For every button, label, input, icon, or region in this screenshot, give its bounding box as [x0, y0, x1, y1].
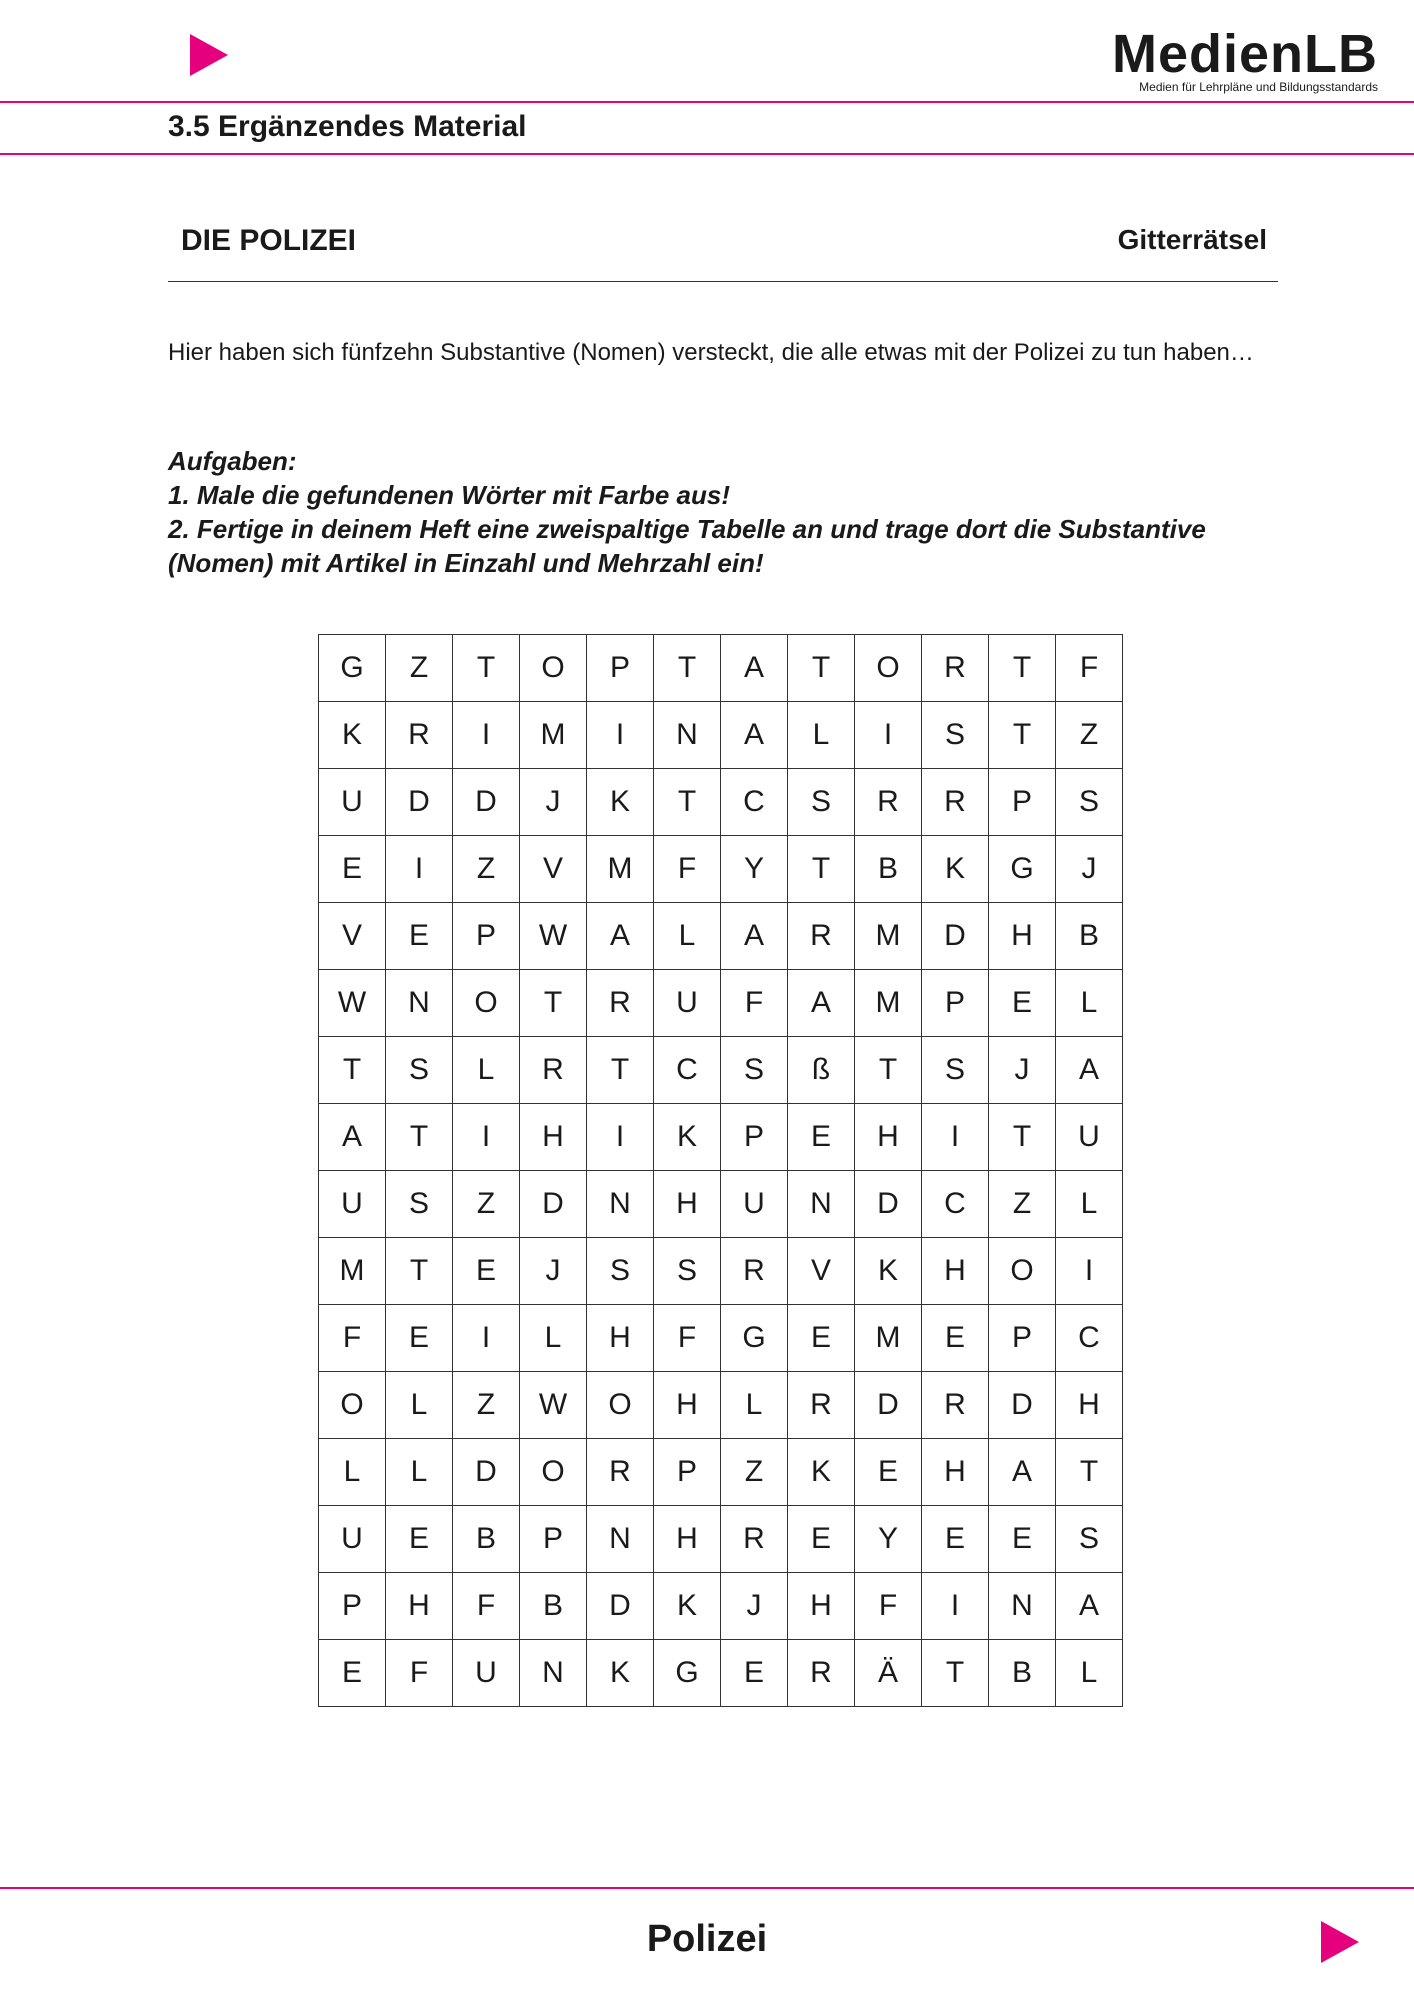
grid-cell[interactable]: R — [922, 769, 989, 836]
play-arrow-icon — [1321, 1921, 1359, 1963]
grid-cell[interactable]: I — [922, 1104, 989, 1171]
grid-row — [319, 903, 1123, 970]
grid-cell[interactable]: N — [587, 1171, 654, 1238]
grid-cell[interactable]: I — [453, 1104, 520, 1171]
grid-cell[interactable]: M — [319, 1238, 386, 1305]
grid-cell[interactable]: R — [587, 1439, 654, 1506]
grid-cell[interactable]: H — [654, 1372, 721, 1439]
grid-row — [319, 1171, 1123, 1238]
grid-cell[interactable]: T — [855, 1037, 922, 1104]
grid-cell[interactable]: E — [386, 1506, 453, 1573]
grid-cell[interactable]: L — [319, 1439, 386, 1506]
grid-row — [319, 1640, 1123, 1707]
grid-cell[interactable]: G — [989, 836, 1056, 903]
grid-cell[interactable]: O — [855, 635, 922, 702]
grid-cell[interactable]: L — [1056, 1640, 1123, 1707]
grid-cell[interactable]: L — [386, 1439, 453, 1506]
grid-cell[interactable]: U — [721, 1171, 788, 1238]
grid-cell[interactable]: K — [587, 1640, 654, 1707]
grid-cell[interactable]: D — [386, 769, 453, 836]
grid-cell[interactable]: W — [319, 970, 386, 1037]
grid-cell[interactable]: C — [721, 769, 788, 836]
grid-cell[interactable]: Z — [453, 1372, 520, 1439]
grid-cell[interactable]: L — [654, 903, 721, 970]
grid-row — [319, 1372, 1123, 1439]
grid-cell[interactable]: I — [587, 702, 654, 769]
grid-cell[interactable]: O — [587, 1372, 654, 1439]
grid-cell[interactable]: R — [788, 1640, 855, 1707]
grid-cell[interactable]: H — [520, 1104, 587, 1171]
grid-cell[interactable]: O — [520, 635, 587, 702]
grid-cell[interactable]: I — [453, 702, 520, 769]
grid-cell[interactable]: V — [319, 903, 386, 970]
grid-cell[interactable]: Y — [855, 1506, 922, 1573]
footer-title: Polizei — [646, 1918, 768, 1960]
grid-cell[interactable]: R — [721, 1238, 788, 1305]
grid-cell[interactable]: O — [520, 1439, 587, 1506]
grid-cell[interactable]: Z — [721, 1439, 788, 1506]
grid-cell[interactable]: K — [788, 1439, 855, 1506]
logo-text: MedienLB — [1111, 24, 1378, 84]
grid-cell[interactable]: O — [453, 970, 520, 1037]
grid-cell[interactable]: F — [855, 1573, 922, 1640]
grid-cell[interactable]: B — [453, 1506, 520, 1573]
grid-cell[interactable]: S — [654, 1238, 721, 1305]
grid-cell[interactable]: D — [453, 769, 520, 836]
grid-cell[interactable]: A — [721, 702, 788, 769]
grid-cell[interactable]: T — [1056, 1439, 1123, 1506]
grid-row — [319, 1573, 1123, 1640]
play-arrow-icon — [190, 34, 228, 76]
grid-cell[interactable]: K — [855, 1238, 922, 1305]
worksheet-title: DIE POLIZEI — [181, 224, 357, 257]
grid-cell[interactable]: F — [386, 1640, 453, 1707]
grid-cell[interactable]: D — [989, 1372, 1056, 1439]
grid-cell[interactable]: D — [587, 1573, 654, 1640]
grid-cell[interactable]: E — [721, 1640, 788, 1707]
grid-cell[interactable]: E — [788, 1305, 855, 1372]
grid-cell[interactable]: R — [587, 970, 654, 1037]
grid-cell[interactable]: D — [855, 1171, 922, 1238]
grid-cell[interactable]: S — [1056, 769, 1123, 836]
grid-cell[interactable]: F — [654, 836, 721, 903]
grid-cell[interactable]: Z — [1056, 702, 1123, 769]
task-item: 2. Fertige in deinem Heft eine zweispaltige Tabelle an und trage dort die Substantive (Nomen) mit Artikel in Einzahl und Mehrzahl ein! — [168, 514, 1206, 578]
grid-cell[interactable]: E — [922, 1305, 989, 1372]
grid-cell[interactable]: P — [587, 635, 654, 702]
grid-cell[interactable]: S — [922, 1037, 989, 1104]
grid-cell[interactable]: V — [520, 836, 587, 903]
grid-cell[interactable]: P — [520, 1506, 587, 1573]
grid-cell[interactable]: D — [855, 1372, 922, 1439]
grid-cell[interactable]: I — [587, 1104, 654, 1171]
grid-cell[interactable]: P — [453, 903, 520, 970]
grid-cell[interactable]: Z — [453, 1171, 520, 1238]
grid-cell[interactable]: A — [989, 1439, 1056, 1506]
grid-cell[interactable]: K — [654, 1573, 721, 1640]
grid-cell[interactable]: T — [453, 635, 520, 702]
grid-body — [319, 635, 1123, 1707]
footer-divider — [0, 1887, 1414, 1889]
grid-cell[interactable]: H — [788, 1573, 855, 1640]
grid-cell[interactable]: H — [654, 1506, 721, 1573]
grid-cell[interactable]: Z — [386, 635, 453, 702]
grid-row — [319, 702, 1123, 769]
grid-cell[interactable]: R — [855, 769, 922, 836]
grid-cell[interactable]: L — [721, 1372, 788, 1439]
grid-cell[interactable]: H — [654, 1171, 721, 1238]
grid-cell[interactable]: G — [319, 635, 386, 702]
grid-cell[interactable]: T — [989, 702, 1056, 769]
grid-row — [319, 1305, 1123, 1372]
grid-cell[interactable]: I — [855, 702, 922, 769]
grid-row — [319, 836, 1123, 903]
grid-cell[interactable]: K — [922, 836, 989, 903]
grid-cell[interactable]: B — [520, 1573, 587, 1640]
grid-cell[interactable]: T — [654, 769, 721, 836]
grid-cell[interactable]: E — [319, 1640, 386, 1707]
grid-cell[interactable]: C — [922, 1171, 989, 1238]
grid-cell[interactable]: M — [855, 903, 922, 970]
grid-cell[interactable]: I — [1056, 1238, 1123, 1305]
grid-cell[interactable]: R — [788, 903, 855, 970]
grid-cell[interactable]: E — [319, 836, 386, 903]
grid-cell[interactable]: R — [922, 635, 989, 702]
grid-cell[interactable]: F — [1056, 635, 1123, 702]
grid-cell[interactable]: T — [654, 635, 721, 702]
grid-cell[interactable]: S — [721, 1037, 788, 1104]
grid-cell[interactable]: E — [386, 1305, 453, 1372]
grid-cell[interactable]: Y — [721, 836, 788, 903]
grid-cell[interactable]: H — [922, 1238, 989, 1305]
task-item: 1. Male die gefundenen Wörter mit Farbe aus! — [168, 480, 730, 510]
grid-cell[interactable]: C — [654, 1037, 721, 1104]
grid-cell[interactable]: Ä — [855, 1640, 922, 1707]
grid-cell[interactable]: U — [319, 1506, 386, 1573]
grid-cell[interactable]: R — [788, 1372, 855, 1439]
task-list — [168, 444, 1278, 580]
grid-cell[interactable]: W — [520, 903, 587, 970]
grid-cell[interactable]: E — [989, 970, 1056, 1037]
grid-cell[interactable]: T — [922, 1640, 989, 1707]
grid-cell[interactable]: P — [319, 1573, 386, 1640]
grid-cell[interactable]: S — [788, 769, 855, 836]
grid-cell[interactable]: U — [319, 1171, 386, 1238]
grid-cell[interactable]: A — [587, 903, 654, 970]
grid-cell[interactable]: L — [788, 702, 855, 769]
grid-cell[interactable]: D — [520, 1171, 587, 1238]
grid-cell[interactable]: G — [721, 1305, 788, 1372]
grid-cell[interactable]: R — [520, 1037, 587, 1104]
grid-cell[interactable]: I — [386, 836, 453, 903]
grid-cell[interactable]: K — [654, 1104, 721, 1171]
grid-cell[interactable]: U — [1056, 1104, 1123, 1171]
grid-cell[interactable]: A — [1056, 1037, 1123, 1104]
grid-cell[interactable]: H — [587, 1305, 654, 1372]
grid-cell[interactable]: M — [587, 836, 654, 903]
grid-cell[interactable]: W — [520, 1372, 587, 1439]
grid-cell[interactable]: E — [788, 1104, 855, 1171]
header-divider — [0, 101, 1414, 103]
grid-cell[interactable]: V — [788, 1238, 855, 1305]
grid-row — [319, 769, 1123, 836]
grid-row — [319, 635, 1123, 702]
logo — [1111, 24, 1378, 94]
grid-cell[interactable]: E — [989, 1506, 1056, 1573]
grid-row — [319, 970, 1123, 1037]
grid-cell[interactable]: T — [386, 1238, 453, 1305]
grid-cell[interactable]: B — [989, 1640, 1056, 1707]
grid-cell[interactable]: T — [788, 836, 855, 903]
grid-cell[interactable]: U — [654, 970, 721, 1037]
grid-cell[interactable]: F — [721, 970, 788, 1037]
logo-tagline: Medien für Lehrpläne und Bildungsstandards — [1139, 80, 1378, 94]
grid-cell[interactable]: Z — [989, 1171, 1056, 1238]
grid-cell[interactable]: E — [922, 1506, 989, 1573]
grid-cell[interactable]: A — [788, 970, 855, 1037]
intro-text: Hier haben sich fünfzehn Substantive (Nomen) versteckt, die alle etwas mit der Polizei zu tun haben… — [168, 339, 1254, 366]
grid-row — [319, 1037, 1123, 1104]
grid-cell[interactable]: E — [788, 1506, 855, 1573]
grid-cell[interactable]: H — [855, 1104, 922, 1171]
grid-cell[interactable]: R — [922, 1372, 989, 1439]
grid-cell[interactable]: A — [721, 635, 788, 702]
grid-cell[interactable]: P — [922, 970, 989, 1037]
grid-cell[interactable]: R — [721, 1506, 788, 1573]
task-heading: Aufgaben: — [168, 446, 297, 476]
grid-cell[interactable]: J — [520, 1238, 587, 1305]
grid-cell[interactable]: M — [520, 702, 587, 769]
grid-cell[interactable]: K — [319, 702, 386, 769]
grid-cell[interactable]: E — [453, 1238, 520, 1305]
grid-cell[interactable]: ß — [788, 1037, 855, 1104]
section-heading: 3.5 Ergänzendes Material — [168, 110, 527, 143]
grid-cell[interactable]: E — [386, 903, 453, 970]
grid-cell[interactable]: N — [386, 970, 453, 1037]
grid-cell[interactable]: S — [587, 1238, 654, 1305]
grid-cell[interactable]: P — [989, 1305, 1056, 1372]
grid-cell[interactable]: H — [989, 903, 1056, 970]
grid-cell[interactable]: S — [386, 1171, 453, 1238]
grid-cell[interactable]: L — [1056, 1171, 1123, 1238]
grid-cell[interactable]: K — [587, 769, 654, 836]
grid-cell[interactable]: T — [989, 635, 1056, 702]
grid-cell[interactable]: D — [453, 1439, 520, 1506]
grid-cell[interactable]: I — [922, 1573, 989, 1640]
grid-row — [319, 1104, 1123, 1171]
grid-row — [319, 1506, 1123, 1573]
grid-cell[interactable]: I — [453, 1305, 520, 1372]
grid-cell[interactable]: R — [386, 702, 453, 769]
grid-cell[interactable]: J — [989, 1037, 1056, 1104]
grid-cell[interactable]: E — [855, 1439, 922, 1506]
grid-cell[interactable]: L — [520, 1305, 587, 1372]
grid-cell[interactable]: U — [319, 769, 386, 836]
grid-cell[interactable]: S — [922, 702, 989, 769]
grid-cell[interactable]: H — [386, 1573, 453, 1640]
grid-cell[interactable]: N — [654, 702, 721, 769]
grid-cell[interactable]: N — [989, 1573, 1056, 1640]
grid-cell[interactable]: C — [1056, 1305, 1123, 1372]
grid-cell[interactable]: H — [922, 1439, 989, 1506]
grid-cell[interactable]: T — [587, 1037, 654, 1104]
grid-cell[interactable]: P — [721, 1104, 788, 1171]
grid-cell[interactable]: O — [319, 1372, 386, 1439]
grid-cell[interactable]: J — [721, 1573, 788, 1640]
grid-cell[interactable]: T — [319, 1037, 386, 1104]
title-rule — [168, 281, 1278, 282]
grid-cell[interactable]: S — [386, 1037, 453, 1104]
section-divider — [0, 153, 1414, 155]
grid-cell[interactable]: T — [989, 1104, 1056, 1171]
grid-cell[interactable]: P — [654, 1439, 721, 1506]
grid-row — [319, 1238, 1123, 1305]
word-search-grid — [318, 634, 1123, 1707]
grid-cell[interactable]: A — [319, 1104, 386, 1171]
grid-cell[interactable]: D — [922, 903, 989, 970]
grid-cell[interactable]: L — [453, 1037, 520, 1104]
grid-cell[interactable]: T — [788, 635, 855, 702]
grid-cell[interactable]: L — [1056, 970, 1123, 1037]
grid-cell[interactable]: A — [721, 903, 788, 970]
grid-cell[interactable]: P — [989, 769, 1056, 836]
grid-cell[interactable]: F — [654, 1305, 721, 1372]
grid-cell[interactable]: M — [855, 1305, 922, 1372]
grid-cell[interactable]: T — [386, 1104, 453, 1171]
grid-cell[interactable]: J — [520, 769, 587, 836]
grid-cell[interactable]: F — [453, 1573, 520, 1640]
grid-cell[interactable]: N — [520, 1640, 587, 1707]
grid-cell[interactable]: M — [855, 970, 922, 1037]
grid-cell[interactable]: N — [587, 1506, 654, 1573]
grid-cell[interactable]: H — [1056, 1372, 1123, 1439]
grid-cell[interactable]: N — [788, 1171, 855, 1238]
grid-cell[interactable]: U — [453, 1640, 520, 1707]
grid-cell[interactable]: Z — [453, 836, 520, 903]
grid-cell[interactable]: B — [855, 836, 922, 903]
grid-cell[interactable]: T — [520, 970, 587, 1037]
grid-cell[interactable]: J — [1056, 836, 1123, 903]
grid-cell[interactable]: A — [1056, 1573, 1123, 1640]
grid-cell[interactable]: O — [989, 1238, 1056, 1305]
grid-cell[interactable]: F — [319, 1305, 386, 1372]
worksheet-type: Gitterrätsel — [1117, 224, 1267, 255]
grid-cell[interactable]: G — [654, 1640, 721, 1707]
grid-row — [319, 1439, 1123, 1506]
grid-cell[interactable]: B — [1056, 903, 1123, 970]
grid-cell[interactable]: S — [1056, 1506, 1123, 1573]
grid-cell[interactable]: L — [386, 1372, 453, 1439]
